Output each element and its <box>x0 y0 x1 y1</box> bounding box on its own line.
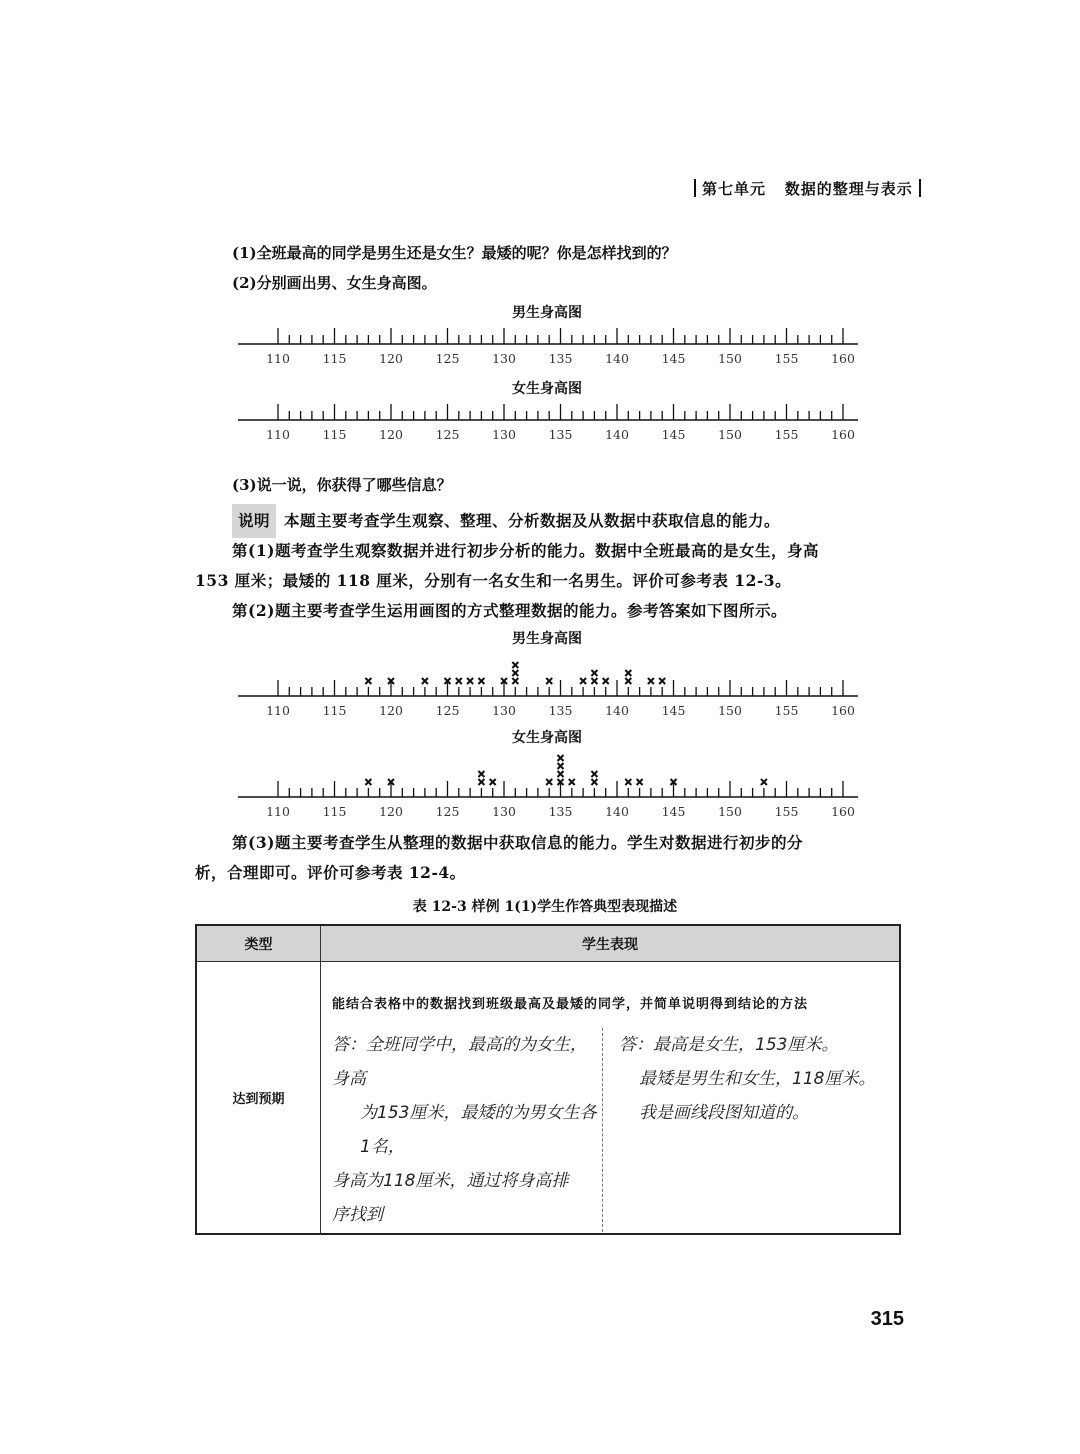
running-header <box>688 178 927 199</box>
tick-label: 145 <box>661 703 686 718</box>
data-point-x-mark <box>478 779 484 785</box>
tick-label: 115 <box>322 427 347 442</box>
explanation-p2: 第(2)题主要考查学生运用画图的方式整理数据的能力。参考答案如下图所示。 <box>232 601 787 620</box>
data-point-x-mark <box>546 678 552 684</box>
tick-label: 140 <box>605 351 629 366</box>
data-point-x-mark <box>569 779 575 785</box>
tick-label: 150 <box>718 703 742 718</box>
tick-label: 110 <box>266 351 290 366</box>
tick-label: 150 <box>718 804 742 819</box>
tick-label: 140 <box>605 703 629 718</box>
tick-label: 140 <box>605 427 629 442</box>
header-bar-left <box>694 179 696 197</box>
tick-label: 135 <box>548 703 573 718</box>
col-header-type: 类型 <box>196 925 321 962</box>
data-point-x-mark <box>546 779 552 785</box>
girls-chart-title: 女生身高图 <box>512 730 582 746</box>
data-point-x-mark <box>422 678 428 684</box>
data-point-x-mark <box>637 779 643 785</box>
tick-label: 135 <box>548 427 573 442</box>
data-point-x-mark <box>478 678 484 684</box>
tick-label: 120 <box>379 804 403 819</box>
data-point-x-mark <box>625 779 631 785</box>
performance-table <box>195 924 901 1235</box>
data-point-x-mark <box>490 779 496 785</box>
data-point-x-mark <box>456 678 462 684</box>
data-point-x-mark <box>659 678 665 684</box>
tick-label: 155 <box>774 703 799 718</box>
blank-girls-chart-title: 女生身高图 <box>512 381 582 397</box>
blank-boys-number-line <box>230 322 870 372</box>
tick-label: 120 <box>379 703 403 718</box>
data-point-x-mark <box>512 670 518 676</box>
tick-label: 130 <box>492 427 516 442</box>
tick-label: 110 <box>266 804 290 819</box>
header-unit: 第七单元 <box>702 180 767 198</box>
explanation-p3-line2: 析，合理即可。评价可参考表 12-4。 <box>195 863 466 882</box>
tick-label: 115 <box>322 703 347 718</box>
data-point-x-mark <box>591 678 597 684</box>
tick-label: 120 <box>379 427 403 442</box>
data-point-x-mark <box>558 771 564 777</box>
handwritten-answers <box>322 1028 898 1232</box>
table-header-row <box>196 925 900 962</box>
explanation-p3-line1: 第(3)题主要考查学生从整理的数据中获取信息的能力。学生对数据进行初步的分 <box>232 833 803 852</box>
answer-left-line: 为153厘米，最矮的为男女生各1名， <box>360 1103 597 1157</box>
data-point-x-mark <box>761 779 767 785</box>
tick-label: 150 <box>718 427 742 442</box>
answer-left-line: 身高为118厘米，通过将身高排 <box>332 1171 569 1191</box>
blank-girls-number-line <box>230 398 870 448</box>
data-point-x-mark <box>591 771 597 777</box>
tick-label: 140 <box>605 804 629 819</box>
explanation-tag: 说明 <box>232 504 276 538</box>
tick-label: 145 <box>661 804 686 819</box>
tick-label: 145 <box>661 427 686 442</box>
tick-label: 125 <box>435 703 460 718</box>
question-3: (3)说一说，你获得了哪些信息？ <box>232 476 452 494</box>
tick-label: 125 <box>435 804 460 819</box>
answer-right-line: 最矮是男生和女生，118厘米。 <box>639 1069 876 1089</box>
handwritten-answer-left <box>322 1028 603 1232</box>
tick-label: 125 <box>435 427 460 442</box>
explanation-intro-text: 本题主要考查学生观察、整理、分析数据及从数据中获取信息的能力。 <box>284 511 781 530</box>
tick-label: 160 <box>831 703 855 718</box>
tick-label: 130 <box>492 703 516 718</box>
table-row <box>196 962 900 1235</box>
col-header-performance: 学生表现 <box>321 925 901 962</box>
tick-label: 160 <box>831 427 855 442</box>
data-point-x-mark <box>467 678 473 684</box>
data-point-x-mark <box>558 763 564 769</box>
data-point-x-mark <box>512 678 518 684</box>
performance-description: 能结合表格中的数据找到班级最高及最矮的同学，并简单说明得到结论的方法 <box>332 997 809 1012</box>
answer-left-line: 序找到 <box>332 1205 383 1225</box>
data-point-x-mark <box>512 662 518 668</box>
tick-label: 115 <box>322 804 347 819</box>
data-point-x-mark <box>591 670 597 676</box>
data-point-x-mark <box>603 678 609 684</box>
data-point-x-mark <box>648 678 654 684</box>
explanation-intro <box>232 504 780 538</box>
tick-label: 145 <box>661 351 686 366</box>
handwritten-answer-right <box>603 1028 875 1232</box>
question-1: (1)全班最高的同学是男生还是女生？最矮的呢？你是怎样找到的？ <box>232 244 677 262</box>
header-bar-right <box>919 179 921 197</box>
data-point-x-mark <box>625 670 631 676</box>
tick-label: 110 <box>266 703 290 718</box>
tick-label: 110 <box>266 427 290 442</box>
tick-label: 155 <box>774 804 799 819</box>
page-number: 315 <box>870 1308 904 1330</box>
data-point-x-mark <box>365 678 371 684</box>
tick-label: 135 <box>548 351 573 366</box>
row-type-cell: 达到预期 <box>196 962 321 1235</box>
tick-label: 155 <box>774 427 799 442</box>
data-point-x-mark <box>478 771 484 777</box>
tick-label: 130 <box>492 804 516 819</box>
answer-right-line: 我是画线段图知道的。 <box>639 1103 809 1123</box>
data-point-x-mark <box>580 678 586 684</box>
data-point-x-mark <box>365 779 371 785</box>
header-title: 数据的整理与表示 <box>784 180 913 198</box>
data-point-x-mark <box>558 755 564 761</box>
answer-right-line: 答：最高是女生，153厘米。 <box>619 1035 839 1055</box>
tick-label: 120 <box>379 351 403 366</box>
tick-label: 150 <box>718 351 742 366</box>
blank-boys-chart-title: 男生身高图 <box>512 305 582 321</box>
explanation-p1-line1: 第(1)题考查学生观察数据并进行初步分析的能力。数据中全班最高的是女生，身高 <box>232 541 819 560</box>
tick-label: 115 <box>322 351 347 366</box>
girls-height-dot-plot <box>230 745 870 823</box>
row-performance-cell <box>321 962 901 1235</box>
tick-label: 135 <box>548 804 573 819</box>
tick-label: 160 <box>831 804 855 819</box>
boys-chart-title: 男生身高图 <box>512 631 582 647</box>
data-point-x-mark <box>625 678 631 684</box>
data-point-x-mark <box>591 779 597 785</box>
explanation-p1-line2: 153 厘米；最矮的 118 厘米，分别有一名女生和一名男生。评价可参考表 12-3。 <box>195 571 792 590</box>
answer-left-line: 答：全班同学中，最高的为女生，身高 <box>332 1035 587 1089</box>
question-2: (2)分别画出男、女生身高图。 <box>232 274 437 292</box>
table-caption: 表 12-3 样例 1(1)学生作答典型表现描述 <box>412 899 678 915</box>
tick-label: 155 <box>774 351 799 366</box>
tick-label: 130 <box>492 351 516 366</box>
tick-label: 160 <box>831 351 855 366</box>
tick-label: 125 <box>435 351 460 366</box>
boys-height-dot-plot <box>230 646 870 721</box>
